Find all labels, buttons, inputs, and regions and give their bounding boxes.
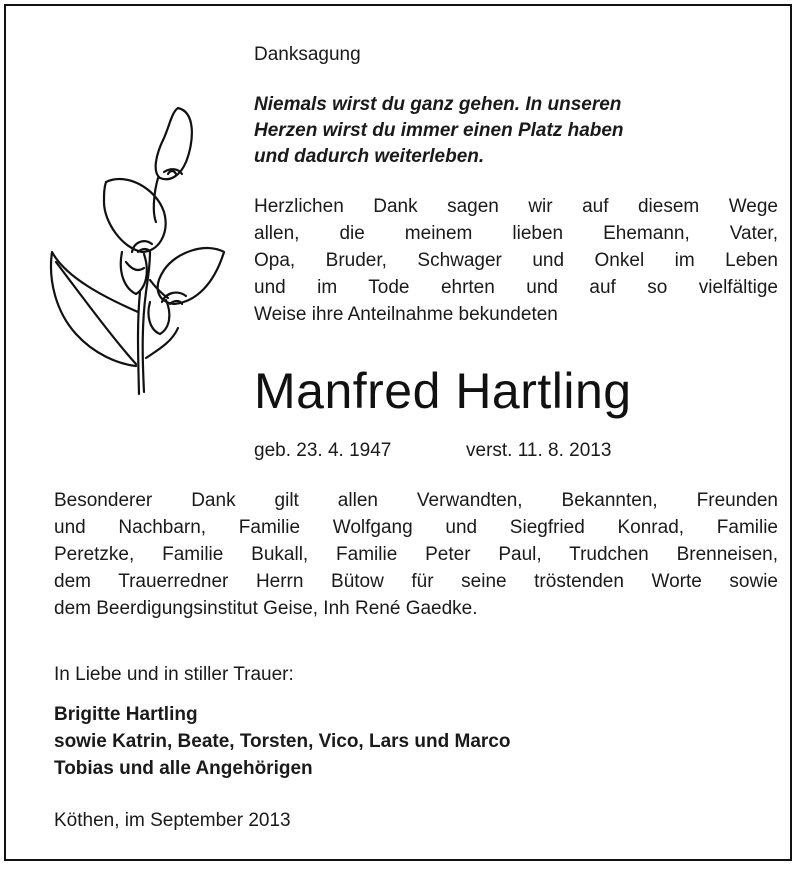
death-date: verst. 11. 8. 2013 [466,440,612,461]
thanks-line-4: und im Tode ehrten und auf so vielfältige [254,277,778,298]
thanks-line-3: Opa, Bruder, Schwager und Onkel im Leben [254,250,778,271]
quote-line-2: Herzen wirst du immer einen Platz haben [254,120,624,141]
special-thanks-line-5: dem Beerdigungsinstitut Geise, Inh René Gaedke. [54,598,478,619]
thanks-line-1: Herzlichen Dank sagen wir auf diesem Wege [254,196,778,217]
mourner-line-2: sowie Katrin, Beate, Torsten, Vico, Lars und Marco [54,731,511,752]
deceased-name: Manfred Hartling [254,363,632,419]
quote-line-3: und dadurch weiterleben. [254,146,485,167]
mourner-line-3: Tobias und alle Angehörigen [54,758,313,779]
mourner-line-1: Brigitte Hartling [54,704,198,725]
special-thanks-line-1: Besonderer Dank gilt allen Verwandten, Bekannten, Freunden [54,490,778,511]
place-date: Köthen, im September 2013 [54,810,291,831]
quote-line-1: Niemals wirst du ganz gehen. In unseren [254,94,622,115]
special-thanks-line-4: dem Trauerredner Herrn Bütow für seine tröstenden Worte sowie [54,571,778,592]
special-thanks-line-3: Peretzke, Familie Bukall, Familie Peter Paul, Trudchen Brenneisen, [54,544,778,565]
special-thanks-line-2: und Nachbarn, Familie Wolfgang und Siegfried Konrad, Familie [54,517,778,538]
thanks-line-5: Weise ihre Anteilnahme bekundeten [254,304,558,325]
mourning-line: In Liebe und in stiller Trauer: [54,664,294,685]
thanks-line-2: allen, die meinem lieben Ehemann, Vater, [254,223,778,244]
calla-lily-icon [46,102,236,402]
birth-date: geb. 23. 4. 1947 [254,440,392,461]
heading: Danksagung [254,44,361,65]
